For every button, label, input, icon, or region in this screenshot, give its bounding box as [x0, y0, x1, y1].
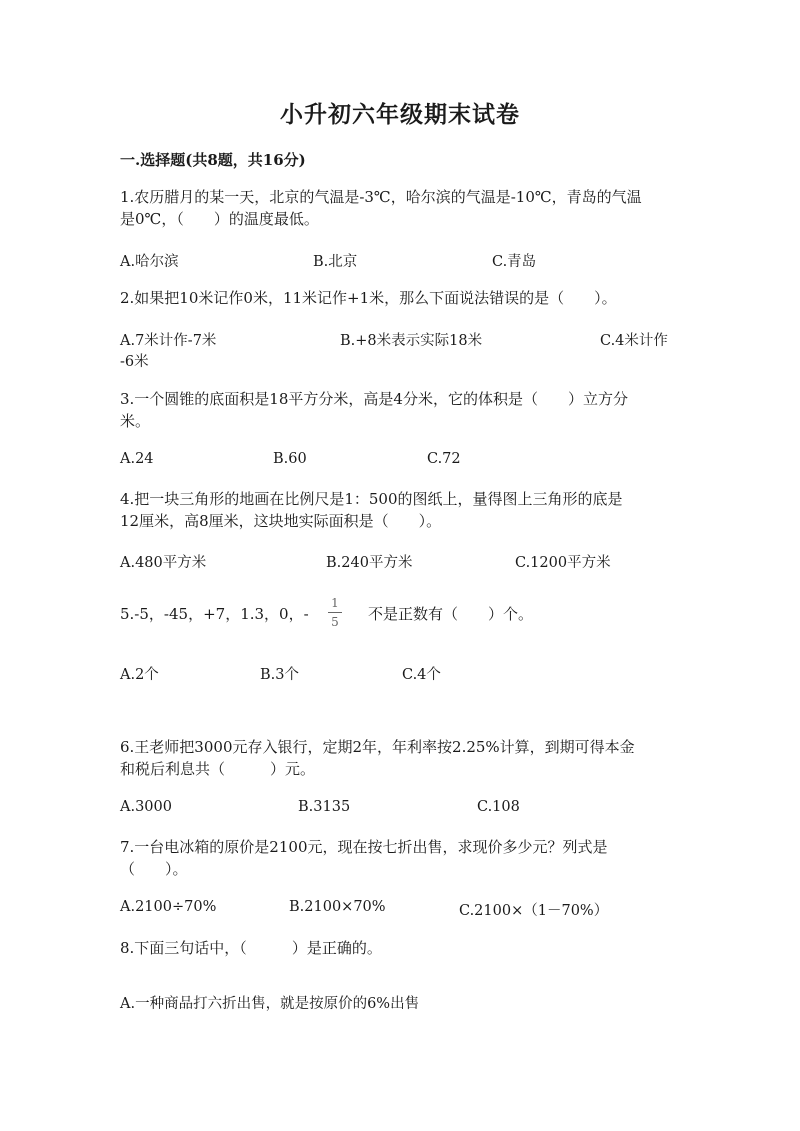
question-7-option-c: C.2100×（1－70%） [459, 903, 609, 919]
question-3-line-2: 米。 [120, 412, 151, 430]
question-4-stem [120, 488, 690, 532]
question-3-option-a: A.24 [120, 451, 154, 467]
section-heading: 一.选择题(共8题，共16分) [120, 151, 306, 169]
question-7-line-2: （ ）。 [120, 860, 188, 878]
question-2-option-b: B.+8米表示实际18米 [340, 333, 483, 349]
question-1-line-2: 是0℃，（ ）的温度最低。 [120, 210, 319, 228]
question-7-line-1: 7.一台电冰箱的原价是2100元，现在按七折出售，求现价多少元？列式是 [120, 838, 608, 856]
question-6-stem [120, 736, 690, 780]
question-1-option-b: B.北京 [313, 254, 358, 270]
question-1-line-1: 1.农历腊月的某一天，北京的气温是-3℃，哈尔滨的气温是-10℃，青岛的气温 [120, 188, 642, 206]
question-4-line-2: 12厘米，高8厘米，这块地实际面积是（ ）。 [120, 512, 442, 530]
question-6-option-a: A.3000 [120, 799, 172, 815]
fraction-bar [328, 612, 342, 613]
question-6-line-1: 6.王老师把3000元存入银行，定期2年，年利率按2.25%计算，到期可得本金 [120, 738, 635, 756]
question-2-option-c-continued: -6米 [120, 354, 149, 370]
question-3-option-b: B.60 [273, 451, 307, 467]
question-5-option-c: C.4个 [402, 667, 441, 683]
question-4-option-b: B.240平方米 [326, 555, 413, 571]
question-1-option-c: C.青岛 [492, 254, 537, 270]
question-8-option-a: A.一种商品打六折出售，就是按原价的6%出售 [120, 996, 420, 1012]
question-6-option-b: B.3135 [298, 799, 351, 815]
question-3-line-1: 3.一个圆锥的底面积是18平方分米，高是4分米，它的体积是（ ）立方分 [120, 390, 628, 408]
question-3-option-c: C.72 [427, 451, 461, 467]
question-6-line-2: 和税后利息共（ ）元。 [120, 760, 316, 778]
question-6-option-c: C.108 [477, 799, 520, 815]
question-2-option-c: C.4米计作 [600, 333, 668, 349]
question-4-option-c: C.1200平方米 [515, 555, 611, 571]
question-7-option-a: A.2100÷70% [120, 899, 217, 915]
question-3-stem [120, 388, 690, 432]
question-5-option-a: A.2个 [120, 667, 159, 683]
question-1-stem [120, 186, 690, 230]
page-title: 小升初六年级期末试卷 [280, 101, 520, 128]
fraction-one-fifth [328, 596, 342, 629]
question-7-option-b: B.2100×70% [289, 899, 386, 915]
question-2-stem [120, 287, 690, 309]
fraction-numerator: 1 [331, 596, 339, 610]
question-5-option-b: B.3个 [260, 667, 299, 683]
fraction-denominator: 5 [331, 615, 339, 629]
question-4-option-a: A.480平方米 [120, 555, 207, 571]
question-1-option-a: A.哈尔滨 [120, 254, 179, 270]
question-4-line-1: 4.把一块三角形的地画在比例尺是1：500的图纸上，量得图上三角形的底是 [120, 490, 623, 508]
question-5-stem-prefix: 5.-5，-45，+7，1.3，0，- [120, 605, 309, 623]
question-8-line-1: 8.下面三句话中，（ ）是正确的。 [120, 939, 382, 957]
question-7-stem [120, 836, 690, 880]
question-8-stem [120, 937, 690, 959]
question-2-line-1: 2.如果把10米记作0米，11米记作+1米，那么下面说法错误的是（ ）。 [120, 289, 617, 307]
question-5-stem-suffix: 不是正数有（ ）个。 [368, 605, 534, 623]
question-2-option-a: A.7米计作-7米 [120, 333, 217, 349]
